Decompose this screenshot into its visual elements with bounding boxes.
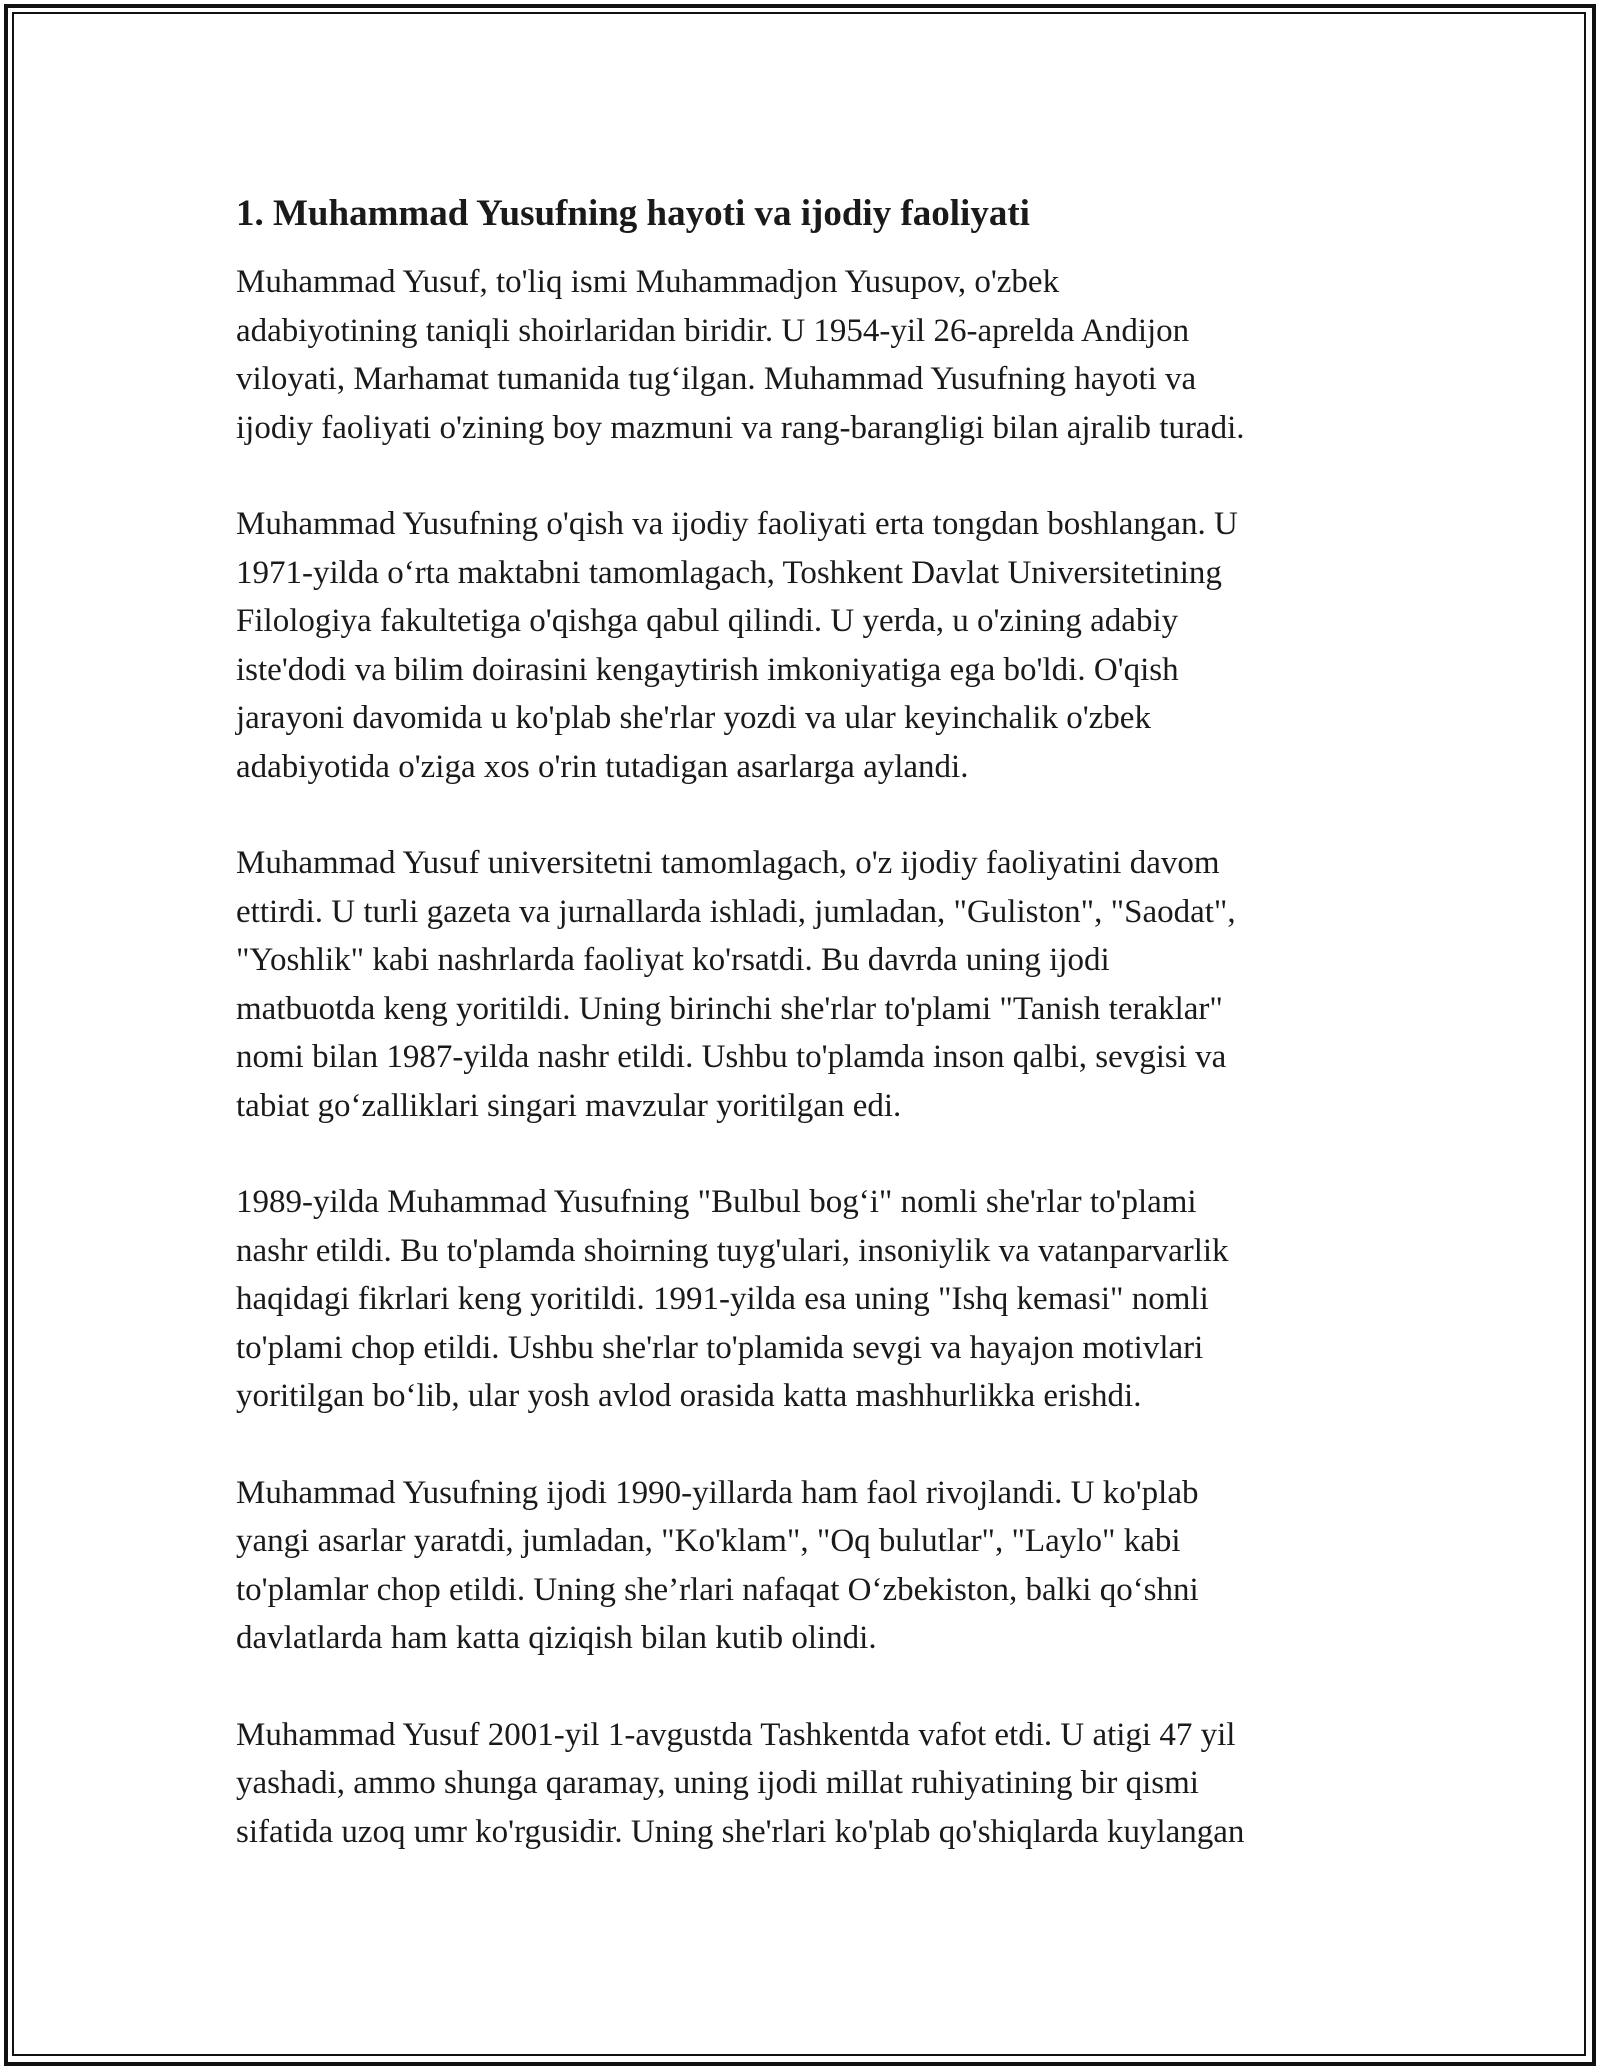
text-line: iste'dodi va bilim doirasini kengaytirish imkoniyatiga ega bo'ldi. O'qish: [236, 651, 1179, 688]
text-line: haqidagi fikrlari keng yoritildi. 1991-yilda esa uning "Ishq kemasi" nomli: [236, 1281, 1209, 1317]
text-line: 1989-yilda Muhammad Yusufning "Bulbul bog‘i" nomli she'rlar to'plami: [236, 1184, 1197, 1220]
paragraph-2: [236, 500, 1376, 791]
text-line: tabiat go‘zalliklari singari mavzular yoritilgan edi.: [236, 1087, 902, 1124]
paragraph-3: [236, 839, 1376, 1130]
text-line: yangi asarlar yaratdi, jumladan, "Ko'klam", "Oq bulutlar", "Laylo" kabi: [236, 1523, 1181, 1559]
text-line: sifatida uzoq umr ko'rgusidir. Uning she'rlari ko'plab qo'shiqlarda kuylangan: [236, 1813, 1245, 1850]
text-line: to'plami chop etildi. Ushbu she'rlar to'plamida sevgi va hayajon motivlari: [236, 1329, 1204, 1366]
paragraph-6: [236, 1711, 1376, 1857]
text-line: Muhammad Yusufning ijodi 1990-yillarda ham faol rivojlandi. U ko'plab: [236, 1474, 1199, 1511]
section-heading: 1. Muhammad Yusufning hayoti va ijodiy faoliyati: [236, 193, 1030, 234]
text-line: Muhammad Yusuf, to'liq ismi Muhammadjon Yusupov, o'zbek: [236, 264, 1060, 300]
paragraph-4: [236, 1178, 1376, 1421]
paragraph-5: [236, 1469, 1376, 1663]
document-page: [236, 186, 1376, 1904]
text-line: Filologiya fakultetiga o'qishga qabul qilindi. U yerda, u o'zining adabiy: [236, 603, 1179, 639]
text-line: adabiyotida o'ziga xos o'rin tutadigan asarlarga aylandi.: [236, 748, 969, 785]
text-line: nomi bilan 1987-yilda nashr etildi. Ushbu to'plamda inson qalbi, sevgisi va: [236, 1039, 1227, 1075]
text-line: yoritilgan bo‘lib, ular yosh avlod orasida katta mashhurlikka erishdi.: [236, 1378, 1142, 1414]
text-line: viloyati, Marhamat tumanida tug‘ilgan. Muhammad Yusufning hayoti va: [236, 361, 1197, 397]
text-line: Muhammad Yusuf 2001-yil 1-avgustda Tashkentda vafot etdi. U atigi 47 yil: [236, 1716, 1236, 1753]
text-line: ettirdi. U turli gazeta va jurnallarda ishladi, jumladan, "Guliston", "Saodat",: [236, 893, 1236, 930]
text-line: to'plamlar chop etildi. Uning she’rlari nafaqat O‘zbekiston, balki qo‘shni: [236, 1571, 1199, 1608]
text-line: yashadi, ammo shunga qaramay, uning ijodi millat ruhiyatining bir qismi: [236, 1765, 1199, 1801]
text-line: nashr etildi. Bu to'plamda shoirning tuyg'ulari, insoniylik va vatanparvarlik: [236, 1232, 1229, 1269]
text-line: Muhammad Yusuf universitetni tamomlagach, o'z ijodiy faoliyatini davom: [236, 845, 1220, 881]
text-line: 1971-yilda o‘rta maktabni tamomlagach, Toshkent Davlat Universitetining: [236, 554, 1222, 591]
text-line: Muhammad Yusufning o'qish va ijodiy faoliyati erta tongdan boshlangan. U: [236, 506, 1238, 542]
text-line: davlatlarda ham katta qiziqish bilan kutib olindi.: [236, 1620, 877, 1656]
text-line: "Yoshlik" kabi nashrlarda faoliyat ko'rsatdi. Bu davrda uning ijodi: [236, 942, 1110, 978]
text-line: matbuotda keng yoritildi. Uning birinchi she'rlar to'plami "Tanish teraklar": [236, 990, 1223, 1027]
text-line: ijodiy faoliyati o'zining boy mazmuni va rang-barangligi bilan ajralib turadi.: [236, 409, 1245, 446]
paragraph-1: [236, 258, 1376, 452]
text-line: adabiyotining taniqli shoirlaridan biridir. U 1954-yil 26-aprelda Andijon: [236, 312, 1190, 349]
text-line: jarayoni davomida u ko'plab she'rlar yozdi va ular keyinchalik o'zbek: [236, 700, 1151, 736]
